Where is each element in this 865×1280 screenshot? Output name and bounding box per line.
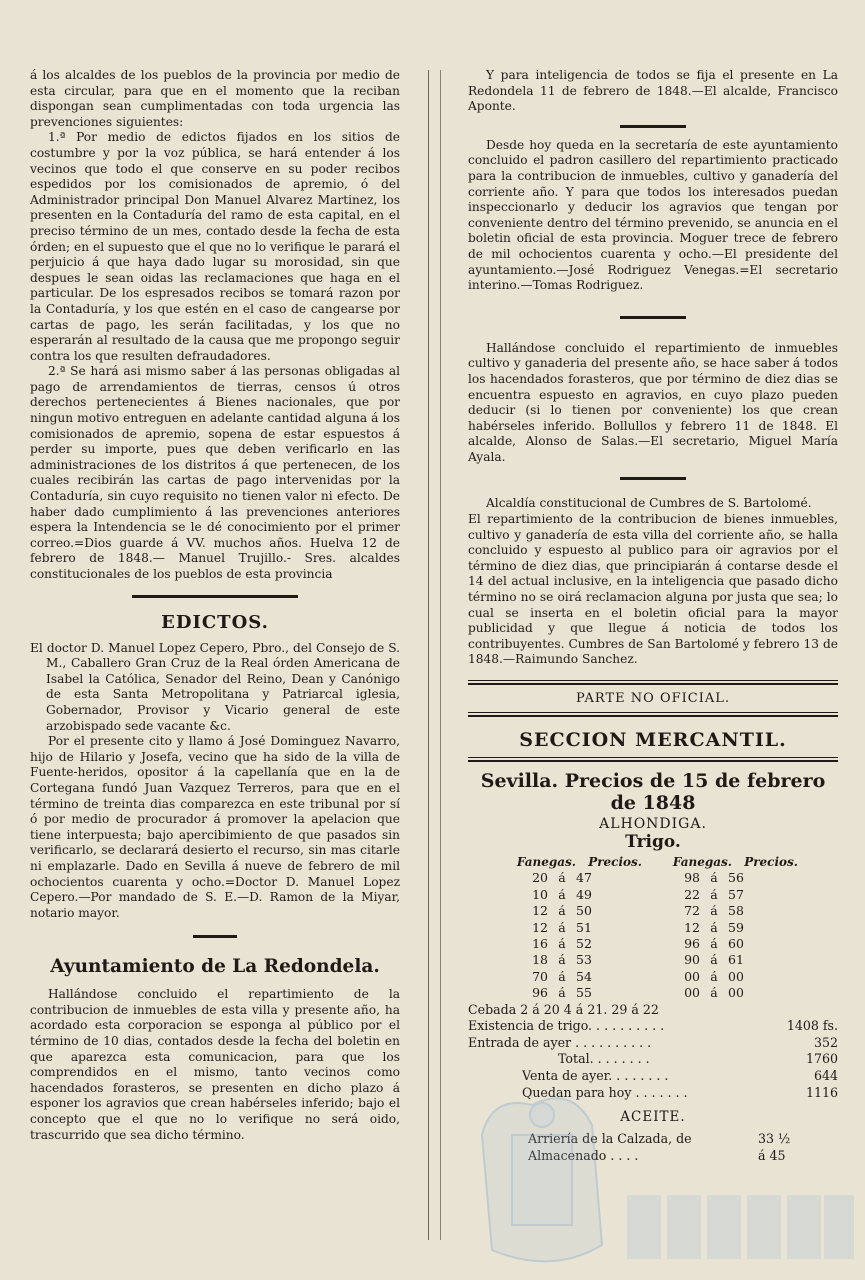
- venta-value: 644: [813, 1068, 838, 1084]
- price-row: [468, 870, 838, 886]
- circular-intro: á los alcaldes de los pueblos de la provincia por medio de esta circular, para que en el momento que la reciban dispongan sean cumplimentadas con toda urgencia las prevenciones siguientes:: [30, 68, 400, 129]
- section-rule: [620, 316, 686, 319]
- arrieria-label: Arriería de la Calzada, de: [528, 1131, 692, 1147]
- quedan-label: Quedan para hoy . . . . . . .: [522, 1084, 688, 1100]
- left-column: [30, 68, 400, 1143]
- header-fanegas: Fanegas.: [672, 855, 732, 869]
- parte-no-oficial: PARTE NO OFICIAL.: [575, 691, 730, 706]
- almacenado-value: á 45: [758, 1147, 786, 1163]
- precio-cell: 55: [576, 985, 592, 1001]
- price-row: [468, 887, 838, 903]
- a-cell: á: [710, 870, 718, 886]
- fanegas-cell: 12: [532, 919, 548, 935]
- price-table-header: [468, 854, 838, 870]
- total-row: [468, 1051, 838, 1068]
- double-rule: [468, 757, 838, 762]
- alhondiga-heading: ALHONDIGA.: [599, 816, 707, 832]
- precio-cell: 47: [576, 870, 592, 886]
- fanegas-cell: 72: [684, 903, 700, 919]
- entrada-row: [468, 1035, 838, 1052]
- entrada-label: Entrada de ayer . . . . . . . . . .: [468, 1034, 652, 1050]
- a-cell: á: [710, 886, 718, 902]
- a-cell: á: [710, 952, 718, 968]
- price-row: [468, 952, 838, 968]
- a-cell: á: [558, 903, 566, 919]
- a-cell: á: [710, 985, 718, 1001]
- edicto-header: El doctor D. Manuel Lopez Cepero, Pbro., del Consejo de S. M., Caballero Gran Cruz de la Real órden Americana de Isabel la Católica, Senador del Reino, Dean y Canónigo de esta Santa Metropolitana y Patriarcal iglesia, Gobernador, Provisor y Vicario general de este arzobispado sede vacante &c.: [30, 640, 400, 733]
- circular-item-2: 2.ª Se hará asi mismo saber á las personas obligadas al pago de arrendamientos de tierras, censos ú otros derechos pertenecientes á Bienes nacionales, que por ningun motivo entreguen en adelante cantidad alguna á los comisionados de apremio, sopena de estar espuestos á perder su importe, pues que deben verificarlo en las administraciones de los distritos á que pertenecen, de los cuales recibirán las cartas de pago intervenidas por la Contaduría, sin cuyo requisito no tienen valor ni efecto. De haber dado cumplimiento á las prevenciones anteriores espera la Intendencia se le dé conocimiento por el primer correo.=Dios guarde á VV. muchos años. Huelva 12 de febrero de 1848.— Manuel Trujillo.- Sres. alcaldes constitucionales de los pueblos de esta provincia: [30, 364, 400, 581]
- arrieria-value: 33 ½: [758, 1131, 791, 1147]
- a-cell: á: [558, 952, 566, 968]
- fanegas-cell: 00: [684, 985, 700, 1001]
- precio-cell: 53: [576, 952, 592, 968]
- fanegas-cell: 16: [532, 936, 548, 952]
- bollullos-notice: Hallándose concluido el repartimiento de inmuebles cultivo y ganaderia del presente año, se hace saber á todos los hacendados forasteros, que por término de diez dias se encuentra espuesto en agravios, en cuyo plazo pueden deducir (si lo tienen por conveniente) los que crean habérseles inferido. Bollullos y febrero 11 de 1848. El alcalde, Alonso de Salas.—El secretario, Miguel María Ayala.: [468, 340, 838, 464]
- precio-cell: 51: [576, 919, 592, 935]
- trigo-heading: Trigo.: [625, 832, 681, 852]
- entrada-value: 352: [813, 1034, 838, 1050]
- moguer-notice: Desde hoy queda en la secretaría de este ayuntamiento concluido el padron casillero del repartimiento practicado para la contribucion de inmuebles, cultivo y ganadería del corriente año. Y para que todos los interesados puedan inspeccionarlo y deducir los agravios que tengan por conveniente dentro del término prevenido, se anuncia en el boletin oficial de esta provincia. Moguer trece de febrero de mil ochocientos cuarenta y ocho.—El presidente del ayuntamiento.—José Rodriguez Venegas.=El secretario interino.—Tomas Rodriguez.: [468, 137, 838, 293]
- a-cell: á: [558, 985, 566, 1001]
- cumbres-heading: Alcaldía constitucional de Cumbres de S. Bartolomé.: [486, 496, 812, 511]
- fanegas-cell: 12: [684, 919, 700, 935]
- column-divider-inner: [440, 70, 441, 1240]
- ayuntamiento-body: Hallándose concluido el repartimiento de la contribucion de inmuebles de esta villa y presente año, ha acordado esta corporacion se esponga al público por el término de 10 dias, contados desde la fecha del boletin en que aparezca esta comunicacion, para que los comprendidos en el mismo, tanto vecinos como hacendados forasteros, se presenten en dicho plazo á esponer los agravios que crean habérseles inferido; bajo el concepto que el que no lo verifique no será oido, trascurrido que sea dicho término.: [30, 987, 400, 1142]
- section-rule: [193, 935, 237, 938]
- existencia-value: 1408 fs.: [786, 1018, 838, 1034]
- right-column: [468, 68, 838, 1164]
- fanegas-cell: 00: [684, 968, 700, 984]
- existencia-row: [468, 1018, 838, 1035]
- precio-cell: 57: [728, 886, 744, 902]
- price-row: [468, 920, 838, 936]
- price-row: [468, 936, 838, 952]
- header-fanegas: Fanegas.: [516, 855, 576, 869]
- fanegas-cell: 12: [532, 903, 548, 919]
- section-rule: [132, 595, 298, 598]
- archive-watermark-icon: [452, 1075, 857, 1275]
- header-precios: Precios.: [588, 855, 642, 869]
- edicto-body: Por el presente cito y llamo á José Dominguez Navarro, hijo de Hilario y Josefa, vecino que ha sido de la villa de Fuente-heridos, opositor á la capellanía que en la de Cortegana fundó Juan Vazquez Terreros, para que en el término de treinta dias comparezca en este tribunal por sí ó por medio de procurador á promover la apelacion que tiene interpuesta; bajo apercibimiento de que pasados sin verificarlo, se declarará desierto el recurso, sin mas citarle ni emplazarle. Dado en Sevilla á nueve de febrero de mil ochocientos cuarenta y ocho.=Doctor D. Manuel Lopez Cepero.—Por mandado de S. E.—D. Ramon de la Miyar, notario mayor.: [30, 734, 400, 920]
- a-cell: á: [558, 919, 566, 935]
- a-cell: á: [558, 886, 566, 902]
- seccion-mercantil-heading: SECCION MERCANTIL.: [519, 729, 787, 751]
- section-rule: [620, 125, 686, 128]
- fanegas-cell: 90: [684, 952, 700, 968]
- fanegas-cell: 98: [684, 870, 700, 886]
- precio-cell: 56: [728, 870, 744, 886]
- fanegas-cell: 70: [532, 968, 548, 984]
- fanegas-cell: 96: [684, 936, 700, 952]
- double-rule: [468, 680, 838, 685]
- almacenado-label: Almacenado . . . .: [528, 1147, 639, 1163]
- precio-cell: 59: [728, 919, 744, 935]
- cumbres-notice: El repartimiento de la contribucion de bienes inmuebles, cultivo y ganadería de esta villa del corriente año, se halla concluido y espuesto al publico para oir agravios por el término de diez dias, que principiarán á contarse desde el 14 del actual inclusive, en la inteligencia que pasado dicho término no se oirá reclamacion alguna por justa que sea; lo cual se inserta en el boletin oficial para la mayor publicidad y que llegue á noticia de todos los contribuyentes. Cumbres de San Bartolomé y febrero 13 de 1848.—Raimundo Sanchez.: [468, 512, 838, 667]
- fanegas-cell: 20: [532, 870, 548, 886]
- precio-cell: 54: [576, 968, 592, 984]
- existencia-label: Existencia de trigo. . . . . . . . . .: [468, 1018, 665, 1034]
- precio-cell: 49: [576, 886, 592, 902]
- a-cell: á: [558, 968, 566, 984]
- total-value: 1760: [805, 1051, 838, 1067]
- quedan-value: 1116: [805, 1084, 838, 1100]
- a-cell: á: [710, 919, 718, 935]
- fanegas-cell: 10: [532, 886, 548, 902]
- aceite-heading: ACEITE.: [620, 1109, 686, 1126]
- precio-cell: 60: [728, 936, 744, 952]
- precio-cell: 61: [728, 952, 744, 968]
- edictos-heading: EDICTOS.: [161, 611, 269, 633]
- double-rule: [468, 712, 838, 717]
- price-row: [468, 985, 838, 1001]
- precio-cell: 00: [728, 985, 744, 1001]
- a-cell: á: [710, 936, 718, 952]
- price-row: [468, 903, 838, 919]
- total-label: Total. . . . . . . .: [558, 1051, 650, 1067]
- a-cell: á: [710, 968, 718, 984]
- trigo-price-table: [468, 854, 838, 1002]
- price-row: [468, 969, 838, 985]
- sevilla-prices-heading: Sevilla. Precios de 15 de febrero de 1848: [480, 770, 826, 814]
- venta-label: Venta de ayer. . . . . . . .: [522, 1068, 669, 1084]
- a-cell: á: [710, 903, 718, 919]
- cebada-prices: Cebada 2 á 20 4 á 21. 29 á 22: [468, 1001, 659, 1017]
- circular-item-1: 1.ª Por medio de edictos fijados en los sitios de costumbre y por la voz pública, se hará entender á los vecinos que todo el que conserve en su poder recibos espedidos por los comisionados de apremio, ó del Administrador principal Don Manuel Alvarez Martinez, los presenten en la Contaduría del ramo de esta capital, en el preciso término de un mes, contado desde la fecha de esta órden; en el supuesto que el que no lo verifique le parará el perjuicio á que haya dado lugar su morosidad, sin que despues le sean oidas las reclamaciones que haga en el particular. De los espresados recibos se tomará razon por la Contaduría, y los que estén en el caso de cangearse por cartas de pago, les serán facilitadas, y los que no esperarán al resultado de la causa que me propongo seguir contra los que resulten defraudadores.: [30, 130, 400, 363]
- fanegas-cell: 18: [532, 952, 548, 968]
- precio-cell: 52: [576, 936, 592, 952]
- precio-cell: 58: [728, 903, 744, 919]
- header-precios: Precios.: [744, 855, 798, 869]
- redondela-closing: Y para inteligencia de todos se fija el presente en La Redondela 11 de febrero de 1848.—El alcalde, Francisco Aponte.: [468, 68, 838, 114]
- a-cell: á: [558, 936, 566, 952]
- precio-cell: 00: [728, 968, 744, 984]
- column-divider: [428, 70, 429, 1240]
- fanegas-cell: 22: [684, 886, 700, 902]
- ayuntamiento-heading: Ayuntamiento de La Redondela.: [50, 956, 380, 978]
- a-cell: á: [558, 870, 566, 886]
- precio-cell: 50: [576, 903, 592, 919]
- fanegas-cell: 96: [532, 985, 548, 1001]
- section-rule: [620, 477, 686, 480]
